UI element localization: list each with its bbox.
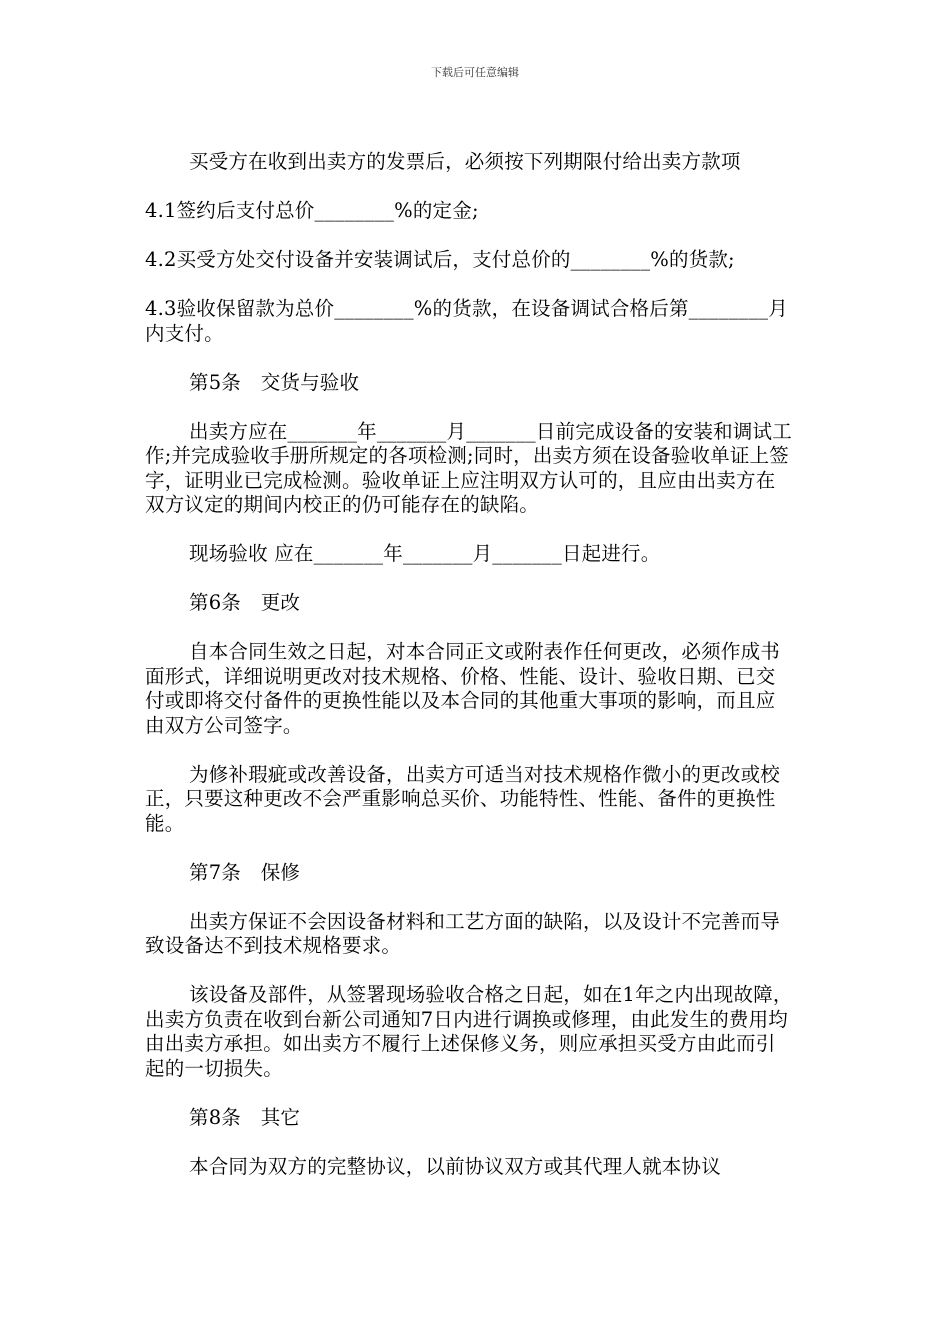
contract-body — [145, 150, 795, 1204]
paragraph-warranty-repair: 该设备及部件，从签署现场验收合格之日起，如在1年之内出现故障，出卖方负责在收到台新公司通知7日内进行调换或修理，由此发生的费用均由出卖方承担。如出卖方不履行上述保修义务，则应承担买受方由此而引起的一切损失。 — [145, 983, 793, 1080]
paragraph-payment-intro: 买受方在收到出卖方的发票后，必须按下列期限付给出卖方款项 — [189, 150, 741, 173]
section-heading-article-8: 第8条 其它 — [189, 1105, 301, 1129]
paragraph-clause-4-1: 4.1签约后支付总价________%的定金; — [145, 199, 479, 222]
section-heading-article-7: 第7条 保修 — [189, 860, 301, 884]
paragraph-entire-agreement: 本合同为双方的完整协议，以前协议双方或其代理人就本协议 — [189, 1154, 721, 1178]
paragraph-amendment-minor: 为修补瑕疵或改善设备，出卖方可适当对技术规格作微小的更改或校正，只要这种更改不会严重影响总买价、功能特性、性能、备件的更换性能。 — [145, 762, 781, 835]
paragraph-clause-4-2: 4.2买受方处交付设备并安装调试后，支付总价的________%的货款; — [145, 248, 735, 271]
paragraph-site-acceptance: 现场验收 应在_______年_______月_______日起进行。 — [189, 542, 661, 565]
paragraph-clause-4-3: 4.3验收保留款为总价________%的货款，在设备调试合格后第________月内支付。 — [145, 297, 788, 345]
paragraph-warranty-guarantee: 出卖方保证不会因设备材料和工艺方面的缺陷，以及设计不完善而导致设备达不到技术规格要求。 — [145, 909, 781, 957]
section-heading-article-5: 第5条 交货与验收 — [189, 370, 360, 394]
page-header-note: 下载后可任意编辑 — [431, 66, 519, 79]
paragraph-amendment-written: 自本合同生效之日起，对本合同正文或附表作任何更改，必须作成书面形式，详细说明更改对技术规格、价格、性能、设计、验收日期、已交付或即将交付备件的更换性能以及本合同的其他重大事项的影响，而且应由双方公司签字。 — [145, 640, 781, 737]
section-heading-article-6: 第6条 更改 — [189, 591, 301, 614]
paragraph-delivery-acceptance: 出卖方应在_______年_______月_______日前完成设备的安装和调试工作;并完成验收手册所规定的各项检测;同时，出卖方须在设备验收单证上签字，证明业已完成检测。验收单证上应注明双方认可的，且应由出卖方在双方议定的期间内校正的仍可能存在的缺陷。 — [145, 419, 792, 516]
